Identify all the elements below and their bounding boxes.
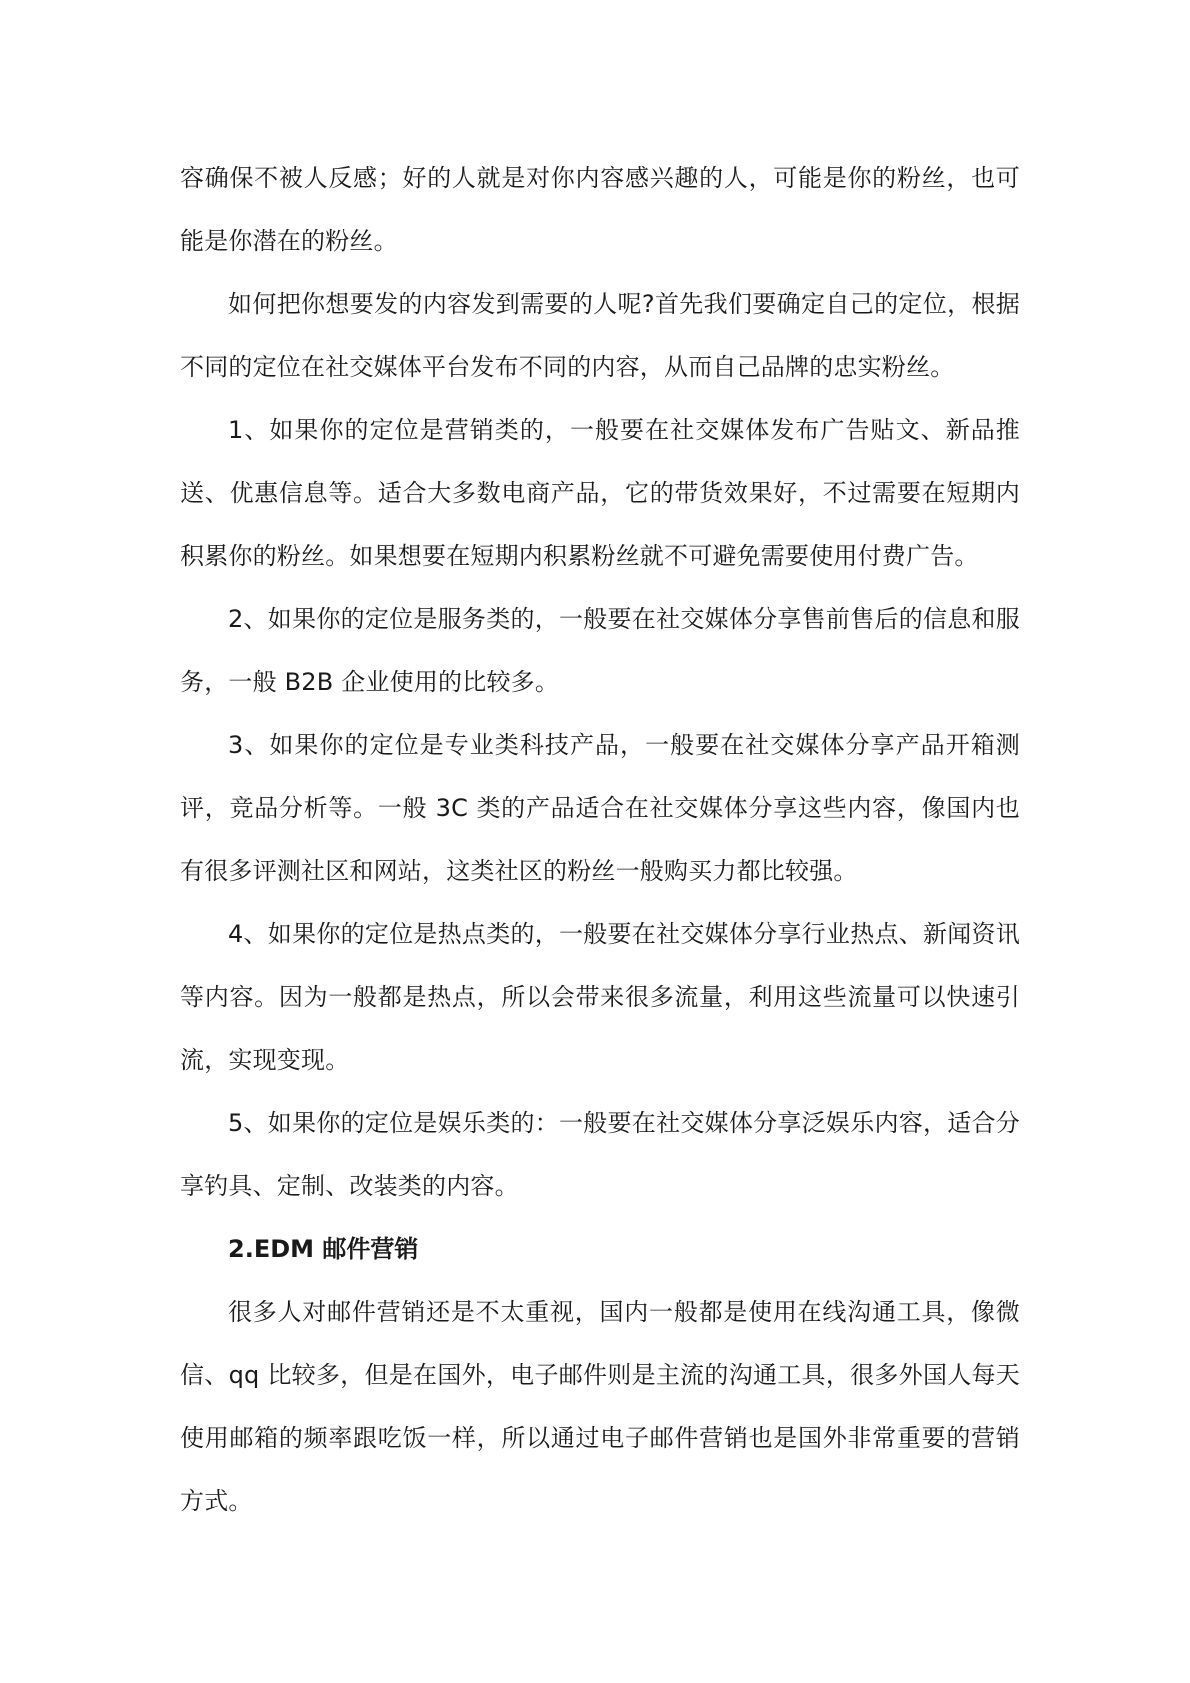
paragraph-positioning-intro: 如何把你想要发的内容发到需要的人呢?首先我们要确定自己的定位，根据不同的定位在社交媒体平台发布不同的内容，从而自己品牌的忠实粉丝。 (180, 290, 1020, 381)
paragraph-item-trending: 4、如果你的定位是热点类的，一般要在社交媒体分享行业热点、新闻资讯等内容。因为一般都是热点，所以会带来很多流量，利用这些流量可以快速引流，实现变现。 (180, 920, 1020, 1074)
paragraph-edm-intro: 很多人对邮件营销还是不太重视，国内一般都是使用在线沟通工具，像微信、qq 比较多，但是在国外，电子邮件则是主流的沟通工具，很多外国人每天使用邮箱的频率跟吃饭一样，所以通过电子邮件营销也是国外非常重要的营销方式。 (180, 1298, 1020, 1515)
paragraph-item-tech: 3、如果你的定位是专业类科技产品，一般要在社交媒体分享产品开箱测评，竞品分析等。一般 3C 类的产品适合在社交媒体分享这些内容，像国内也有很多评测社区和网站，这类社区的粉丝一般购买力都比较强。 (180, 731, 1020, 885)
document-page (180, 147, 1020, 1533)
section-heading-edm: 2.EDM 邮件营销 (228, 1235, 419, 1263)
paragraph-continuation: 容确保不被人反感；好的人就是对你内容感兴趣的人，可能是你的粉丝，也可能是你潜在的粉丝。 (180, 164, 1020, 255)
paragraph-item-service: 2、如果你的定位是服务类的，一般要在社交媒体分享售前售后的信息和服务，一般 B2B 企业使用的比较多。 (180, 605, 1020, 696)
paragraph-item-entertainment: 5、如果你的定位是娱乐类的：一般要在社交媒体分享泛娱乐内容，适合分享钓具、定制、改装类的内容。 (180, 1109, 1020, 1200)
paragraph-item-marketing: 1、如果你的定位是营销类的，一般要在社交媒体发布广告贴文、新品推送、优惠信息等。适合大多数电商产品，它的带货效果好，不过需要在短期内积累你的粉丝。如果想要在短期内积累粉丝就不可避免需要使用付费广告。 (180, 416, 1020, 570)
